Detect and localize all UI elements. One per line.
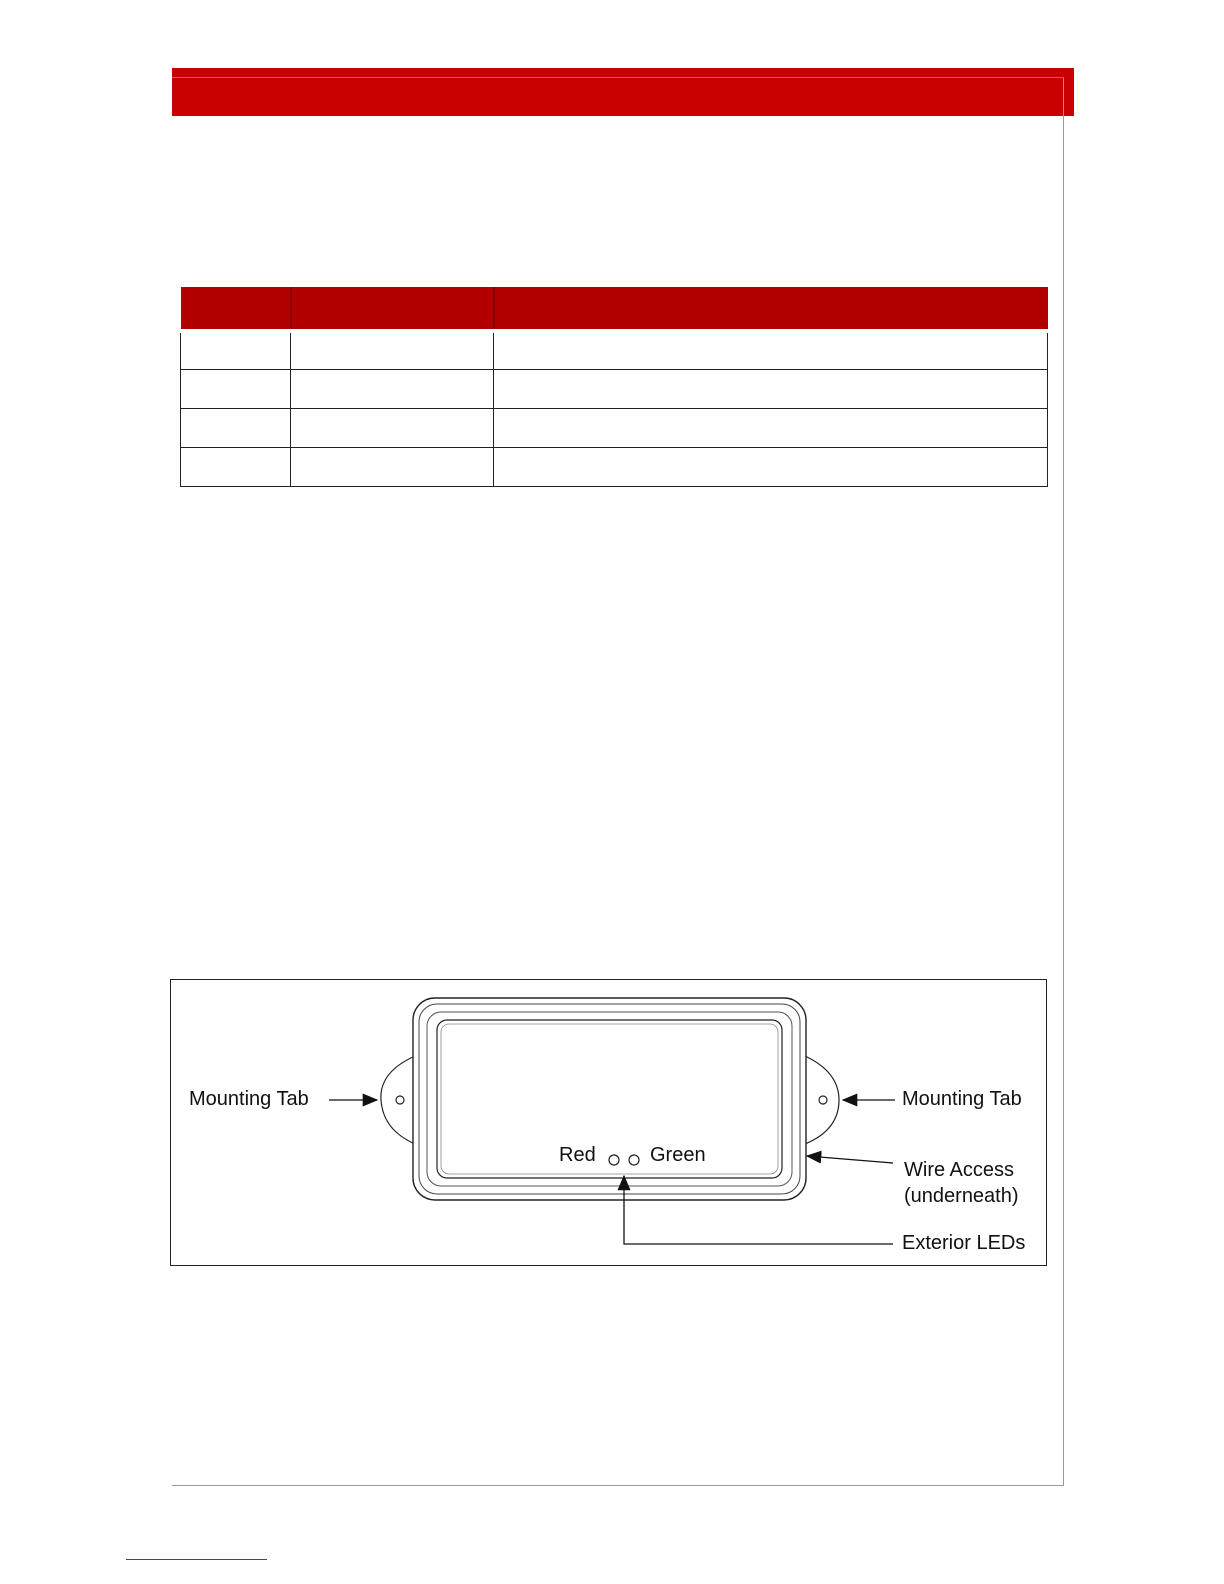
table-cell — [291, 370, 494, 409]
label-mounting-tab-right: Mounting Tab — [902, 1088, 1022, 1110]
table-cell — [181, 448, 291, 487]
enclosure-body — [413, 998, 806, 1200]
table-header-row — [181, 287, 1048, 331]
mounting-tab-right-shape — [805, 1056, 839, 1144]
table-cell — [181, 409, 291, 448]
table-cell — [181, 370, 291, 409]
label-wire-access-note: (underneath) — [904, 1185, 1019, 1207]
label-exterior-leds: Exterior LEDs — [902, 1232, 1026, 1254]
header-bar — [172, 68, 1074, 116]
mounting-tab-left-shape — [381, 1056, 415, 1144]
table-cell — [494, 370, 1048, 409]
table-cell — [494, 409, 1048, 448]
table-header-cell — [291, 287, 494, 331]
footer-link-underline[interactable] — [126, 1559, 267, 1560]
label-red-led: Red — [559, 1144, 596, 1166]
table-cell — [494, 331, 1048, 370]
table-row — [181, 409, 1048, 448]
table-row — [181, 331, 1048, 370]
table-cell — [291, 331, 494, 370]
label-mounting-tab-left: Mounting Tab — [189, 1088, 309, 1110]
table-row — [181, 448, 1048, 487]
table-row — [181, 370, 1048, 409]
device-drawing — [171, 980, 1046, 1265]
device-figure — [170, 979, 1047, 1266]
label-green-led: Green — [650, 1144, 706, 1166]
table-header-cell — [494, 287, 1048, 331]
label-wire-access: Wire Access — [904, 1159, 1015, 1181]
table-cell — [494, 448, 1048, 487]
page-frame-bottom — [172, 1485, 1064, 1486]
table-cell — [291, 448, 494, 487]
spec-table — [180, 287, 1048, 487]
header-accent-line — [172, 77, 1064, 78]
table-cell — [181, 331, 291, 370]
table-cell — [291, 409, 494, 448]
table-header-cell — [181, 287, 291, 331]
page-frame-right — [1063, 78, 1064, 1486]
